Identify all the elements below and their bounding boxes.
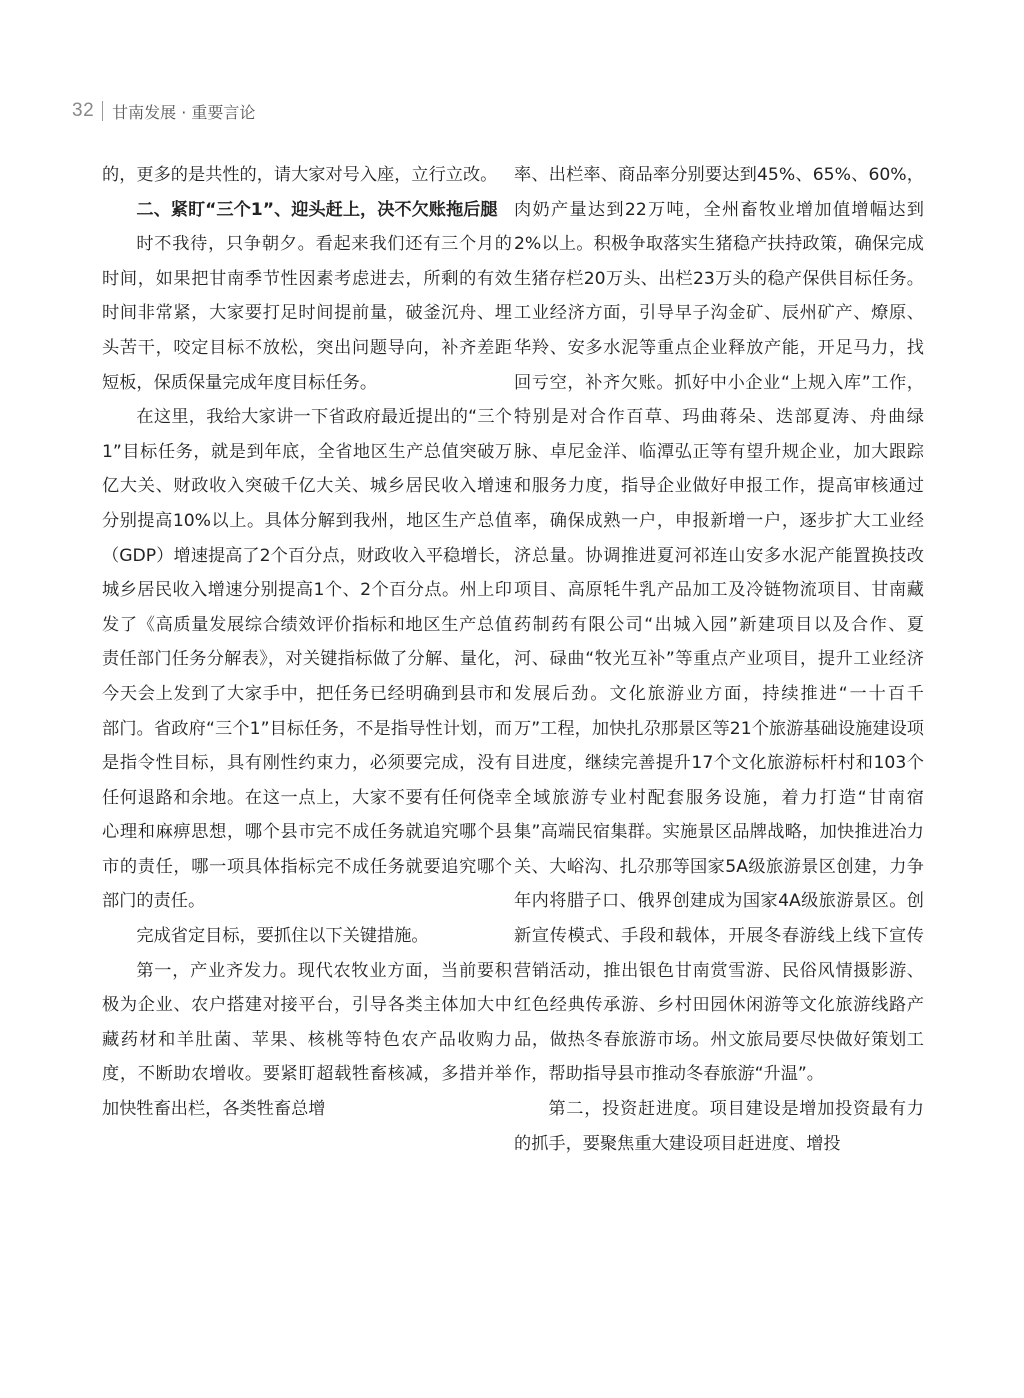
left-column xyxy=(102,158,512,1127)
paragraph: 第一，产业齐发力。现代农牧业方面，当前要积极为企业、农户搭建对接平台，引导各类主体加大中藏药材和羊肚菌、苹果、核桃等特色农产品收购力度，不断助农增收。要紧盯超载牲畜核减，多措并举加快牲畜出栏，各类牲畜总增 xyxy=(102,960,512,1120)
paragraph: 时不我待，只争朝夕。看起来我们还有三个月的时间，如果把甘南季节性因素考虑进去，所剩的有效时间非常紧，大家要打足时间提前量，破釜沉舟、埋头苦干，咬定目标不放松，突出问题导向，补齐差距短板，保质保量完成年度目标任务。 xyxy=(102,234,512,393)
header-divider xyxy=(102,101,103,121)
page-header xyxy=(72,98,255,124)
right-column xyxy=(514,158,924,1161)
paragraph: 在这里，我给大家讲一下省政府最近提出的“三个1”目标任务，就是到年底，全省地区生产总值突破万亿大关、财政收入突破千亿大关、城乡居民收入增速分别提高10%以上。具体分解到我州，地区生产总值（GDP）增速提高了2个百分点，财政收入平稳增长，城乡居民收入增速分别提高1个、2个百分点。州上印发了《高质量发展综合绩效评价指标和地区生产总值责任部门任务分解表》，对关键指标做了分解、量化，今天会上发到了大家手中，把任务已经明确到县市和部门。省政府“三个1”目标任务，不是指导性计划，而是指令性目标，具有刚性约束力，必须要完成，没有任何退路和余地。在这一点上，大家不要有任何侥幸心理和麻痹思想，哪个县市完不成任务就追究哪个县市的责任，哪一项具体指标完不成任务就要追究哪个部门的责任。 xyxy=(102,407,512,912)
paragraph: 第二，投资赶进度。项目建设是增加投资最有力的抓手，要聚焦重大建设项目赶进度、增投 xyxy=(514,1099,924,1154)
page-number: 32 xyxy=(72,100,95,121)
paragraph-continuation: 率、出栏率、商品率分别要达到45%、65%、60%，肉奶产量达到22万吨，全州畜牧业增加值增幅达到2%以上。积极争取落实生猪稳产扶持政策，确保完成生猪存栏20万头、出栏23万头的稳产保供目标任务。工业经济方面，引导早子沟金矿、辰州矿产、燎原、华羚、安多水泥等重点企业释放产能，开足马力，找回亏空，补齐欠账。抓好中小企业“上规入库”工作，特别是对合作百草、玛曲蒋朵、迭部夏涛、舟曲绿脉、卓尼金洋、临潭弘正等有望升规企业，加大跟踪和服务力度，指导企业做好申报工作，提高审核通过率，确保成熟一户，申报新增一户，逐步扩大工业经济总量。协调推进夏河祁连山安多水泥产能置换技改项目、高原牦牛乳产品加工及冷链物流项目、甘南藏药制药有限公司“出城入园”新建项目以及合作、夏河、碌曲“牧光互补”等重点产业项目，提升工业经济发展后劲。文化旅游业方面，持续推进“一十百千万”工程，加快扎尕那景区等21个旅游基础设施建设项目进度，继续完善提升17个文化旅游标杆村和103个全域旅游专业村配套服务设施，着力打造“甘南宿集”高端民宿集群。实施景区品牌战略，加快推进冶力关、大峪沟、扎尕那等国家5A级旅游景区创建，力争年内将腊子口、俄界创建成为国家4A级旅游景区。创新宣传模式、手段和载体，开展冬春游线上线下宣传营销活动，推出银色甘南赏雪游、民俗风情摄影游、红色经典传承游、乡村田园休闲游等文化旅游线路产品，做热冬春旅游市场。州文旅局要尽快做好策划工作，帮助指导县市推动冬春旅游“升温”。 xyxy=(514,165,924,1085)
paragraph-continuation: 的，更多的是共性的，请大家对号入座，立行立改。 xyxy=(102,165,498,185)
publication-title: 甘南发展 · 重要言论 xyxy=(112,102,256,122)
paragraph: 完成省定目标，要抓住以下关键措施。 xyxy=(136,926,429,947)
section-heading: 二、紧盯“三个1”、迎头赶上，决不欠账拖后腿 xyxy=(136,199,498,220)
